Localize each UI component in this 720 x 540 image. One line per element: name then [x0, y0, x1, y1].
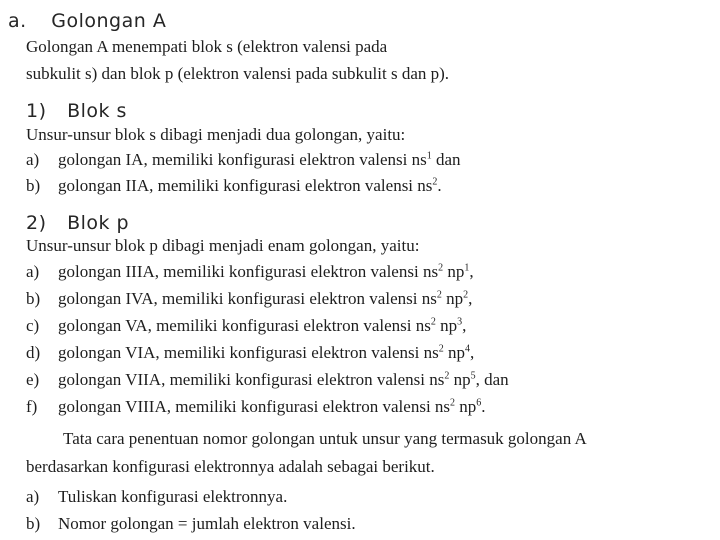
item-text: Tuliskan konfigurasi elektronnya. — [58, 487, 288, 506]
block-p-item — [26, 316, 466, 336]
block-p-number: 2) — [26, 212, 47, 234]
item-mid: np — [435, 316, 458, 335]
item-label: a) — [26, 150, 40, 169]
item-mid: np — [443, 262, 465, 281]
item-superscript: 2 — [438, 343, 444, 355]
item-text: golongan VIA, memiliki konfigurasi elektron valensi ns — [58, 343, 439, 362]
block-p-item — [26, 289, 472, 309]
item-tail: , — [469, 262, 474, 281]
item-superscript: 3 — [457, 316, 463, 328]
item-mid: np — [455, 397, 477, 416]
item-superscript: 1 — [464, 262, 470, 274]
block-p-item — [26, 343, 474, 363]
block-p-item — [26, 397, 486, 417]
block-s-lead: Unsur-unsur blok s dibagi menjadi dua golongan, yaitu: — [26, 125, 406, 144]
item-superscript: 6 — [476, 397, 482, 409]
item-tail: dan — [431, 150, 461, 169]
item-label: e) — [26, 370, 40, 389]
item-label: b) — [26, 514, 41, 533]
item-tail: , dan — [475, 370, 509, 389]
item-text: golongan IIIA, memiliki konfigurasi elektron valensi ns — [58, 262, 439, 281]
item-superscript: 2 — [438, 262, 444, 274]
item-mid: np — [449, 370, 471, 389]
item-mid: np — [443, 343, 465, 362]
block-p-heading — [26, 212, 129, 234]
section-title: Golongan A — [51, 10, 167, 32]
item-label: f) — [26, 397, 38, 416]
intro-line-1: Golongan A menempati blok s (elektron valensi pada — [26, 37, 388, 56]
item-tail: , — [462, 316, 467, 335]
block-s-item — [26, 150, 461, 170]
item-superscript: 1 — [426, 150, 432, 162]
item-tail: . — [481, 397, 486, 416]
item-text: Nomor golongan = jumlah elektron valensi. — [58, 514, 356, 533]
item-text: golongan IIA, memiliki konfigurasi elektron valensi ns — [58, 176, 433, 195]
procedure-item — [26, 487, 287, 507]
procedure-item — [26, 514, 356, 534]
item-text: golongan VA, memiliki konfigurasi elektron valensi ns — [58, 316, 431, 335]
item-superscript: 2 — [450, 397, 456, 409]
block-s-title: Blok s — [67, 100, 127, 122]
item-label: a) — [26, 487, 40, 506]
item-text: golongan VIIA, memiliki konfigurasi elektron valensi ns — [58, 370, 445, 389]
item-text: golongan VIIIA, memiliki konfigurasi elektron valensi ns — [58, 397, 451, 416]
block-p-item — [26, 370, 509, 390]
item-superscript: 2 — [432, 176, 438, 188]
item-label: b) — [26, 176, 41, 195]
block-s-item — [26, 176, 442, 196]
item-tail: , — [468, 289, 473, 308]
block-s-number: 1) — [26, 100, 47, 122]
item-superscript: 2 — [444, 370, 450, 382]
block-p-item — [26, 262, 474, 282]
item-tail: . — [437, 176, 442, 195]
block-p-lead: Unsur-unsur blok p dibagi menjadi enam golongan, yaitu: — [26, 236, 420, 255]
block-p-title: Blok p — [67, 212, 130, 234]
procedure-lead-1: Tata cara penentuan nomor golongan untuk unsur yang termasuk golongan A — [63, 429, 587, 448]
intro-line-2: subkulit s) dan blok p (elektron valensi pada subkulit s dan p). — [26, 64, 450, 83]
item-label: a) — [26, 262, 40, 281]
block-s-heading — [26, 100, 127, 122]
item-superscript: 2 — [436, 289, 442, 301]
item-superscript: 2 — [463, 289, 469, 301]
item-text: golongan IVA, memiliki konfigurasi elektron valensi ns — [58, 289, 437, 308]
section-number: a. — [8, 10, 27, 32]
item-label: d) — [26, 343, 41, 362]
item-label: b) — [26, 289, 41, 308]
item-superscript: 4 — [464, 343, 470, 355]
item-text: golongan IA, memiliki konfigurasi elektron valensi ns — [58, 150, 427, 169]
procedure-lead-2: berdasarkan konfigurasi elektronnya adalah sebagai berikut. — [26, 457, 435, 476]
item-mid: np — [441, 289, 464, 308]
item-label: c) — [26, 316, 40, 335]
item-superscript: 5 — [470, 370, 476, 382]
item-tail: , — [469, 343, 475, 362]
section-heading — [8, 10, 166, 32]
item-superscript: 2 — [430, 316, 436, 328]
